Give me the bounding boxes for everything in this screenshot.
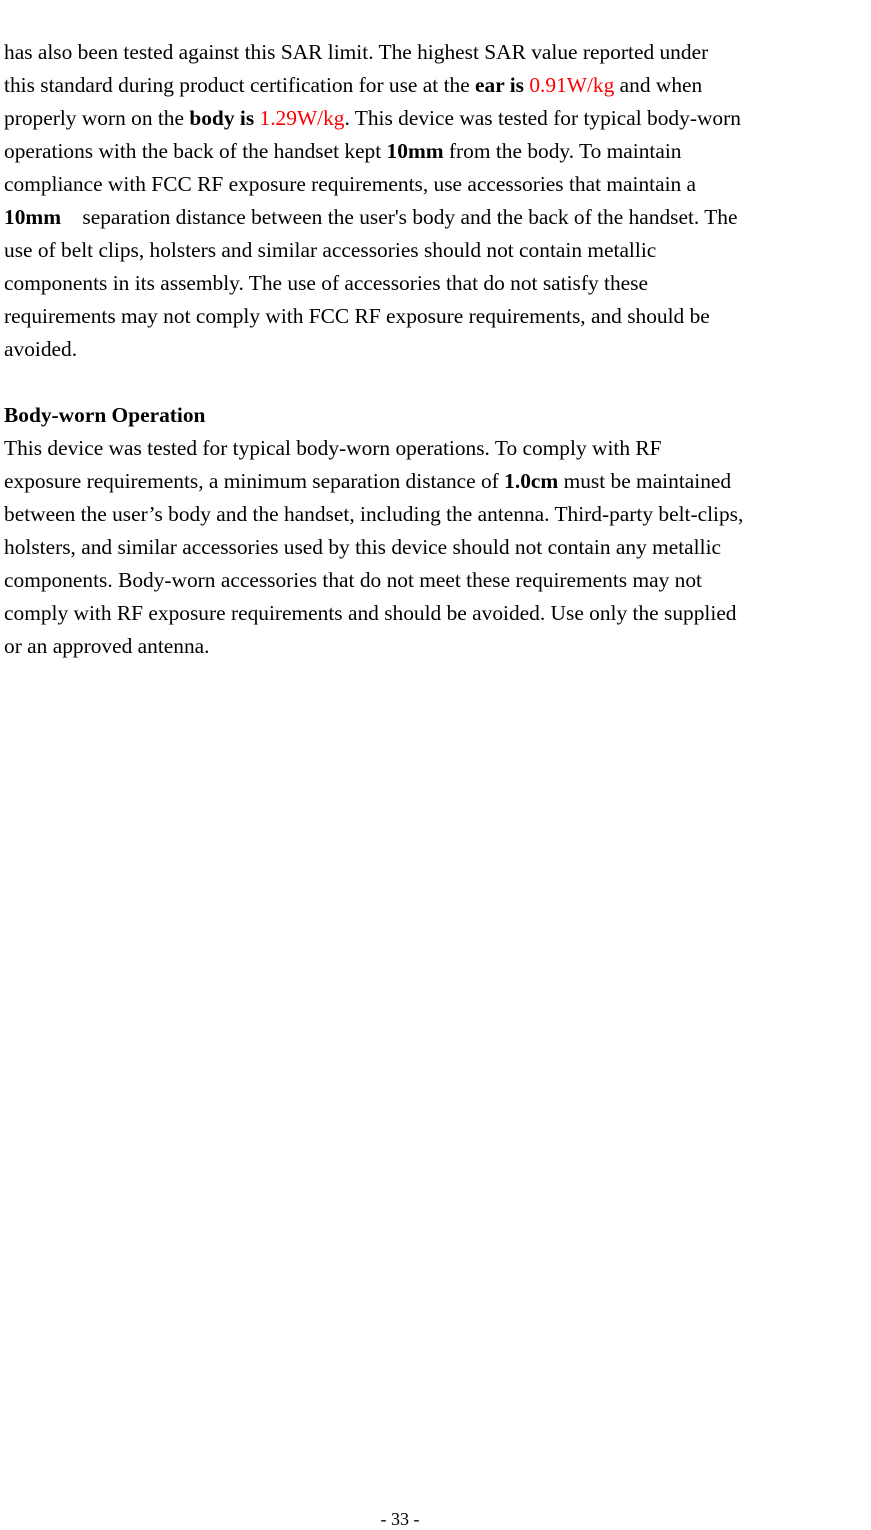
section-heading: Body-worn Operation [4,403,206,427]
ear-label: ear is [475,73,524,97]
text-run: exposure requirements, a minimum separation distance of [4,469,505,493]
paragraph-sar-limits [4,36,870,366]
text-line: comply with RF exposure requirements and should be avoided. Use only the supplied [4,601,737,625]
text-run: properly worn on the [4,106,190,130]
text-line: or an approved antenna. [4,634,210,658]
body-label: body is [189,106,255,130]
paragraph-spacer [4,366,870,399]
text-line: compliance with FCC RF exposure requirements, use accessories that maintain a [4,172,697,196]
text-line: This device was tested for typical body-worn operations. To comply with RF [4,436,662,460]
ear-sar-value: 0.91W/kg [529,73,615,97]
text-line: use of belt clips, holsters and similar accessories should not contain metallic [4,238,657,262]
document-body [4,36,870,663]
text-run: separation distance between the user's body and the back of the handset. The [61,205,738,229]
text-line [4,201,870,234]
text-line: between the user’s body and the handset, including the antenna. Third-party belt-clips, [4,502,744,526]
text-run: and when [614,73,703,97]
text-line: components. Body-worn accessories that do not meet these requirements may not [4,568,702,592]
text-line [4,69,870,102]
text-run: . This device was tested for typical body-worn [344,106,741,130]
text-line: components in its assembly. The use of accessories that do not satisfy these [4,271,648,295]
text-run: from the body. To maintain [443,139,682,163]
text-run: this standard during product certification for use at the [4,73,476,97]
body-sar-value: 1.29W/kg [259,106,345,130]
text-run: must be maintained [558,469,732,493]
text-line: holsters, and similar accessories used by this device should not contain any metallic [4,535,722,559]
distance-value: 10mm [4,205,62,229]
text-line [4,135,870,168]
text-line: requirements may not comply with FCC RF exposure requirements, and should be [4,304,710,328]
distance-value: 10mm [386,139,444,163]
text-line [4,465,870,498]
text-line [4,102,870,135]
text-line: has also been tested against this SAR limit. The highest SAR value reported under [4,40,709,64]
section-body-worn-operation [4,399,870,663]
separation-value: 1.0cm [504,469,559,493]
text-line: avoided. [4,337,78,361]
text-run: operations with the back of the handset kept [4,139,387,163]
page-number: - 33 - [380,1509,420,1529]
